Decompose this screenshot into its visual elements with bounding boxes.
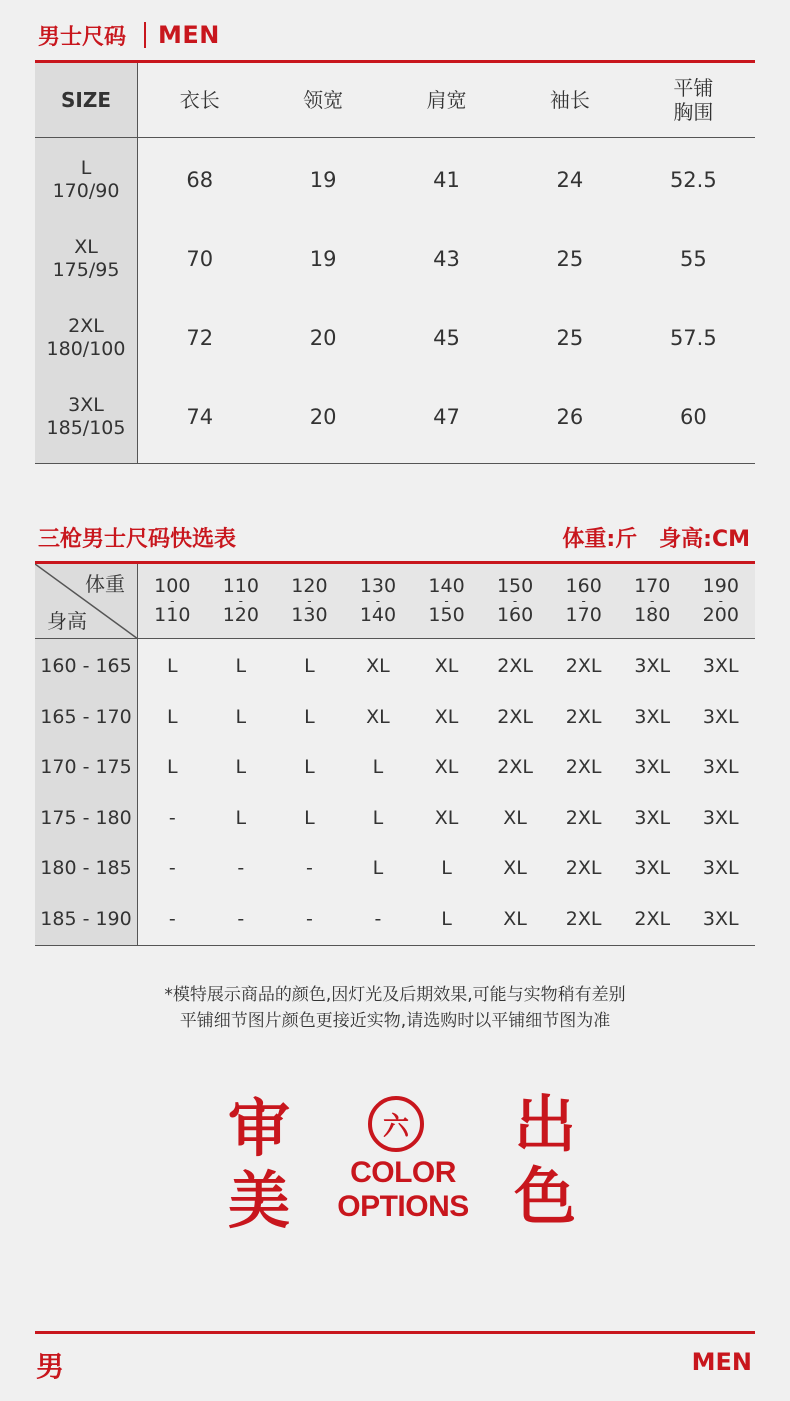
size-label: 2XL <box>68 314 104 337</box>
size-recommendation-cell: L <box>235 705 247 728</box>
size-recommendation-cell: 3XL <box>634 806 671 829</box>
size-recommendation-cell: 3XL <box>702 655 739 678</box>
size-recommendation-cell: 2XL <box>497 756 533 779</box>
range-dash: - <box>512 594 518 608</box>
column-header: 肩宽 <box>426 88 467 112</box>
table-row <box>138 377 755 456</box>
range-dash: - <box>444 594 449 608</box>
weight-range-header <box>344 564 413 638</box>
table-cell: 26 <box>556 404 584 429</box>
quick-select-body <box>35 639 755 946</box>
range-dash: - <box>581 594 586 608</box>
table-cell: 52.5 <box>669 167 717 192</box>
weight-range-header <box>481 564 550 638</box>
weight-unit: 体重:斤 <box>562 527 638 552</box>
size-recommendation-cell: 3XL <box>702 705 739 728</box>
size-recommendation-cell: 2XL <box>565 907 602 930</box>
table-cell: 19 <box>309 167 337 192</box>
table-cell: 41 <box>433 167 460 192</box>
range-dash: - <box>650 594 655 608</box>
weight-range-header <box>138 564 207 638</box>
size-recommendation-cell: L <box>441 907 452 930</box>
weight-to: 120 <box>222 604 259 626</box>
size-recommendation-cell: 2XL <box>565 756 602 779</box>
table-cell: 74 <box>186 404 214 429</box>
size-recommendation-cell: - <box>305 857 313 880</box>
size-recommendation-cell: XL <box>434 756 459 779</box>
size-recommendation-cell: - <box>237 857 245 880</box>
height-range-label: 165 - 170 <box>40 705 132 728</box>
size-label: XL <box>74 235 98 258</box>
page-header <box>38 18 220 52</box>
size-spec: 170/90 <box>52 179 120 202</box>
height-range-label: 170 - 175 <box>40 756 132 779</box>
size-recommendation-cell: - <box>168 857 176 880</box>
weight-range-header <box>412 564 481 638</box>
quick-select-header <box>35 564 755 639</box>
footer-right-mark: MEN <box>691 1348 752 1376</box>
weight-from: 130 <box>359 574 397 597</box>
table-row <box>138 793 755 844</box>
table-cell: 55 <box>679 246 707 271</box>
size-recommendation-cell: 2XL <box>497 705 533 728</box>
weight-to: 150 <box>428 604 465 626</box>
size-recommendation-cell: 2XL <box>497 655 533 678</box>
weight-to: 110 <box>154 604 191 626</box>
weight-from: 120 <box>291 574 328 597</box>
table-row <box>138 692 755 743</box>
size-recommendation-cell: 3XL <box>702 857 739 880</box>
weight-range-header <box>618 564 687 638</box>
color-options-line2: OPTIONS <box>337 1190 469 1223</box>
height-column <box>35 639 138 945</box>
size-recommendation-cell: 2XL <box>634 907 671 930</box>
size-recommendation-cell: - <box>305 907 313 930</box>
quick-select-grid <box>138 639 755 945</box>
size-recommendation-cell: L <box>304 806 315 829</box>
size-recommendation-cell: 2XL <box>565 857 602 880</box>
size-table-body <box>35 138 755 464</box>
size-recommendation-cell: L <box>372 806 384 829</box>
weight-from: 170 <box>634 574 671 597</box>
note-line: *模特展示商品的颜色,因灯光及后期效果,可能与实物稍有差别 <box>164 985 626 1005</box>
size-recommendation-cell: L <box>166 756 178 779</box>
note-line: 平铺细节图片颜色更接近实物,请选购时以平铺细节图为准 <box>179 1011 611 1031</box>
size-spec: 180/100 <box>46 337 126 360</box>
size-recommendation-cell: L <box>235 806 247 829</box>
size-recommendation-cell: 3XL <box>702 907 739 930</box>
size-cell <box>35 140 137 219</box>
quick-select-title: 三枪男士尺码快选表 <box>38 527 237 552</box>
weight-to: 160 <box>496 604 534 626</box>
weight-to: 200 <box>702 604 739 626</box>
size-column <box>35 138 138 463</box>
column-header-wrap <box>632 63 755 137</box>
range-dash: - <box>718 594 723 608</box>
size-recommendation-cell: 3XL <box>702 756 739 779</box>
table-cell: 45 <box>433 325 460 350</box>
quick-select-corner <box>35 564 138 638</box>
corner-height-label: 身高 <box>47 609 87 633</box>
size-recommendation-cell: L <box>304 705 315 728</box>
slogan-char: 出 <box>514 1088 577 1161</box>
table-cell: 25 <box>556 325 584 350</box>
weight-to: 170 <box>565 604 602 626</box>
header-title-cn: 男士尺码 <box>38 24 127 50</box>
size-table <box>35 63 755 464</box>
disclaimer-note <box>0 982 790 1034</box>
height-range-label: 180 - 185 <box>40 857 132 880</box>
weight-to: 180 <box>634 604 671 626</box>
table-cell: 47 <box>433 404 460 429</box>
footer-rule <box>35 1331 755 1334</box>
range-dash: - <box>307 594 312 608</box>
size-cell <box>35 298 137 377</box>
size-recommendation-cell: XL <box>434 705 459 728</box>
height-range-label: 160 - 165 <box>40 655 132 678</box>
slogan-char: 色 <box>514 1160 577 1233</box>
table-cell: 72 <box>186 325 214 350</box>
size-recommendation-cell: L <box>304 655 315 678</box>
corner-weight-label: 体重 <box>85 572 125 596</box>
size-recommendation-cell: XL <box>503 907 527 930</box>
size-recommendation-cell: L <box>304 756 315 779</box>
weight-range-header <box>275 564 344 638</box>
size-spec: 185/105 <box>46 416 126 439</box>
weight-to: 140 <box>359 604 397 626</box>
weight-range-header <box>549 564 618 638</box>
size-recommendation-cell: 2XL <box>565 806 602 829</box>
range-dash: - <box>375 594 381 608</box>
table-row <box>138 641 755 692</box>
weight-from: 140 <box>428 574 465 597</box>
size-recommendation-cell: L <box>166 705 178 728</box>
size-recommendation-cell: 3XL <box>634 857 671 880</box>
quick-select-table <box>35 564 755 946</box>
column-header: 衣长 <box>179 88 220 112</box>
weight-from: 160 <box>565 574 602 597</box>
size-recommendation-cell: L <box>235 655 247 678</box>
column-header: 袖长 <box>549 88 590 112</box>
size-recommendation-cell: L <box>166 655 178 678</box>
size-recommendation-cell: 3XL <box>634 655 671 678</box>
table-cell: 43 <box>433 246 460 271</box>
size-recommendation-cell: 3XL <box>634 705 671 728</box>
table-row <box>138 742 755 793</box>
table-cell: 24 <box>556 167 584 192</box>
size-spec: 175/95 <box>52 258 120 281</box>
table-row <box>138 894 755 945</box>
size-recommendation-cell: L <box>235 756 247 779</box>
weight-from: 190 <box>702 574 739 597</box>
weight-to: 130 <box>291 604 328 626</box>
table-cell: 57.5 <box>669 325 717 350</box>
height-unit: 身高:CM <box>659 527 750 552</box>
size-recommendation-cell: 2XL <box>565 705 602 728</box>
table-cell: 20 <box>309 404 337 429</box>
table-row <box>138 140 755 219</box>
size-recommendation-cell: 3XL <box>702 806 739 829</box>
size-recommendation-cell: L <box>441 857 452 880</box>
size-recommendation-cell: L <box>372 857 384 880</box>
size-table-header <box>35 63 755 138</box>
size-recommendation-cell: - <box>374 907 382 930</box>
size-recommendation-cell: XL <box>503 857 527 880</box>
size-data <box>138 138 755 463</box>
size-recommendation-cell: - <box>168 806 176 829</box>
size-cell <box>35 377 137 456</box>
weight-from: 150 <box>496 574 534 597</box>
slogan-char: 审 <box>228 1092 291 1165</box>
weight-range-header <box>207 564 276 638</box>
weight-from: 100 <box>154 574 191 597</box>
range-dash: - <box>170 594 175 608</box>
six-circle-badge: 六 <box>368 1096 424 1152</box>
size-recommendation-cell: L <box>372 756 384 779</box>
quick-select-units <box>562 522 750 553</box>
header-title-en: MEN <box>158 21 220 49</box>
color-options-line1: COLOR <box>350 1156 456 1189</box>
table-row <box>138 298 755 377</box>
column-header: 平铺胸围 <box>673 76 714 124</box>
size-cell <box>35 219 137 298</box>
size-recommendation-cell: - <box>168 907 176 930</box>
column-header: 领宽 <box>303 88 344 112</box>
table-cell: 20 <box>309 325 337 350</box>
size-recommendation-cell: XL <box>366 705 390 728</box>
size-recommendation-cell: XL <box>434 806 459 829</box>
height-range-label: 175 - 180 <box>40 806 132 829</box>
size-label: L <box>80 156 92 179</box>
table-cell: 68 <box>186 167 214 192</box>
size-table-corner: SIZE <box>35 63 138 137</box>
size-recommendation-cell: - <box>237 907 245 930</box>
table-row <box>138 843 755 894</box>
size-recommendation-cell: 3XL <box>634 756 671 779</box>
slogan-char: 美 <box>228 1164 291 1237</box>
size-recommendation-cell: 2XL <box>565 655 602 678</box>
table-cell: 70 <box>186 246 214 271</box>
size-recommendation-cell: XL <box>503 806 527 829</box>
size-recommendation-cell: XL <box>434 655 459 678</box>
weight-from: 110 <box>222 574 259 597</box>
weight-range-header <box>687 564 756 638</box>
size-recommendation-cell: XL <box>366 655 390 678</box>
height-range-label: 185 - 190 <box>40 907 132 930</box>
table-cell: 25 <box>556 246 584 271</box>
size-label: 3XL <box>68 393 104 416</box>
range-dash: - <box>238 594 244 608</box>
footer-left-mark: 男 <box>36 1350 65 1383</box>
table-cell: 60 <box>679 404 707 429</box>
table-cell: 19 <box>309 246 337 271</box>
header-divider <box>144 22 146 48</box>
table-row <box>138 219 755 298</box>
